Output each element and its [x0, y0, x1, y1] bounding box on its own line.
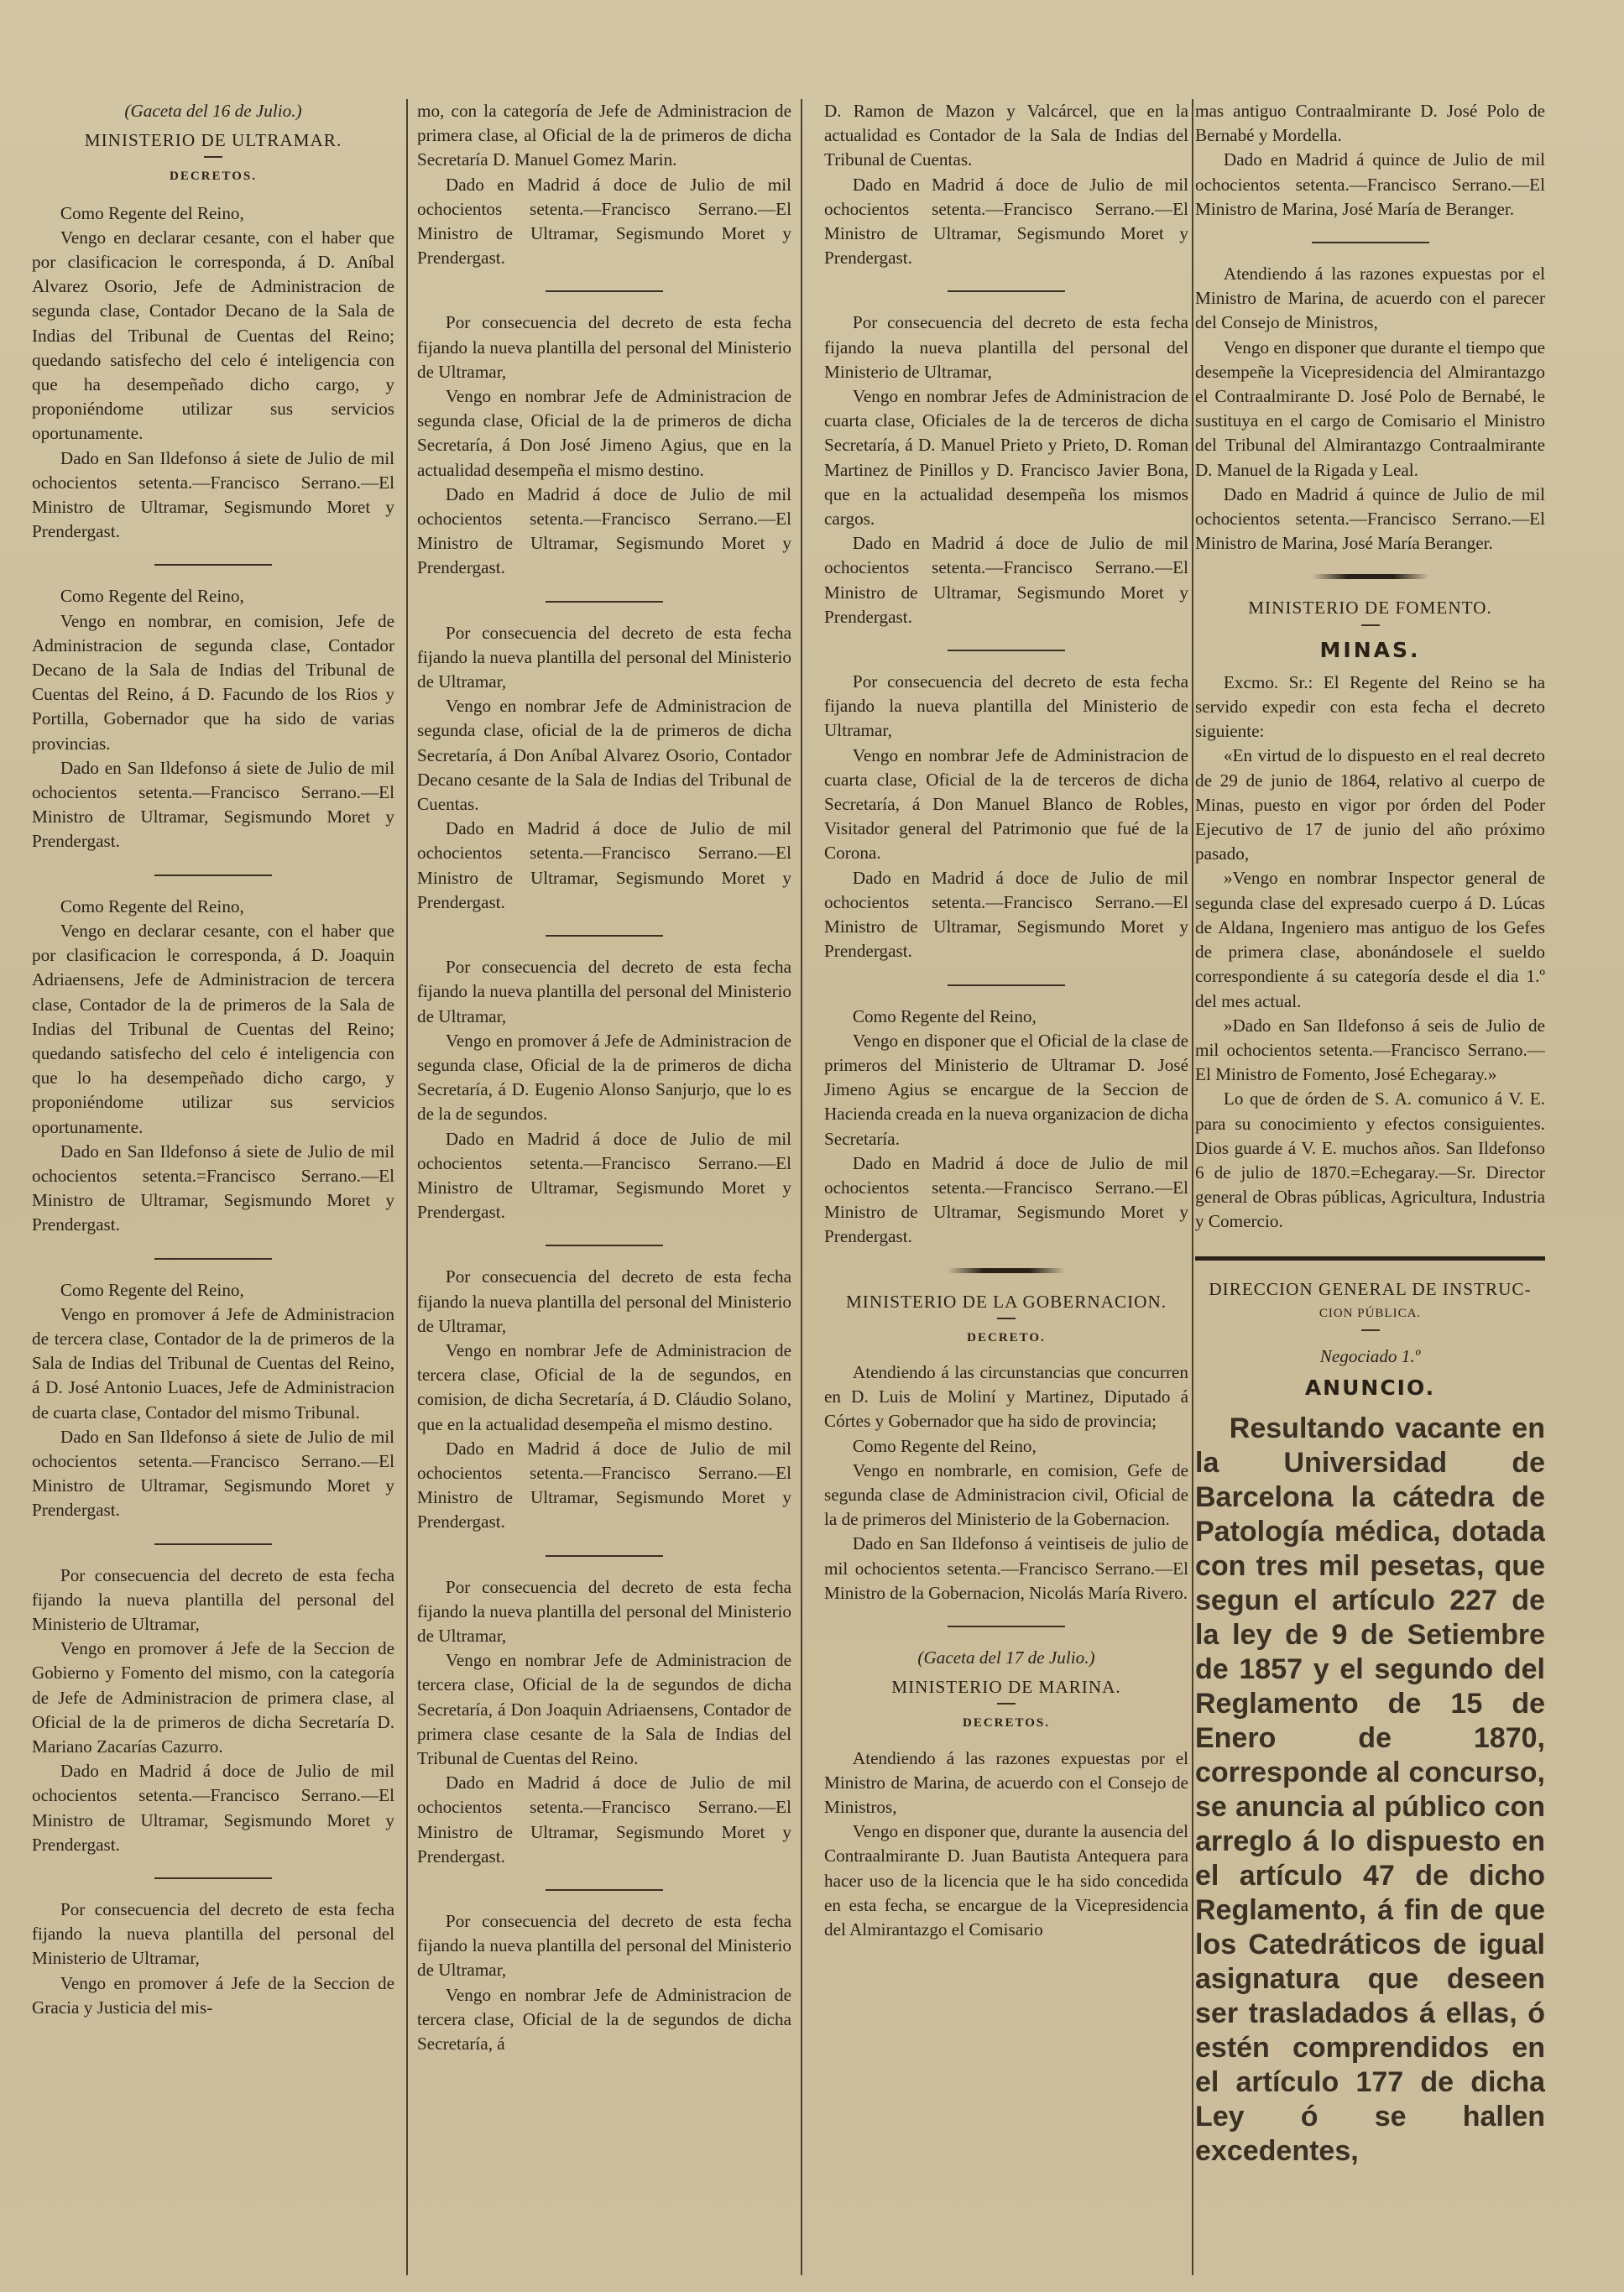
column-4 — [1195, 99, 1545, 2275]
decree — [32, 201, 394, 545]
decree-separator — [546, 1555, 663, 1557]
decree-separator — [546, 601, 663, 603]
decree-signature: Dado en Madrid á doce de Julio de mil ochocientos setenta.—Francisco Serrano.—El Ministro de Ultramar, Segismundo Moret y Prendergast. — [824, 533, 1188, 627]
decree-signature: Dado en Madrid á doce de Julio de mil ochocientos setenta.—Francisco Serrano.—El Ministro de Ultramar, Segismundo Moret y Prendergast. — [824, 174, 1188, 269]
ministry-heading: MINISTERIO DE MARINA. — [891, 1677, 1121, 1698]
decree-signature: Dado en Madrid á doce de Julio de mil ochocientos setenta.—Francisco Serrano.—El Ministro de Ultramar, Segismundo Moret y Prendergast. — [417, 483, 791, 578]
decree — [32, 1278, 394, 1523]
decree — [32, 1564, 394, 1857]
decree-paragraph: Vengo en nombrar Jefe de Administracion de cuarta clase, Oficial de la de terceros de dicha Secretaría, á Don Manuel Blanco de Robles, Visitador general del Patrimonio que fué de la Corona. — [824, 744, 1188, 864]
announcement-text: Resultando vacante en la Universidad de Barcelona la cátedra de Patología médica, dotada con tres mil pesetas, que segun el artículo 227 de la ley de 9 de Setiembre de 1857 y el segundo del Reglamento de 15 de Enero de 1870, corresponde al concurso, se anuncia al público con arreglo á lo dispuesto en el artículo 47 de dicho Reglamento, á fin de que los Catedráticos de igual asignatura que deseen ser trasladados á ellas, ó estén comprendidos en el artículo 177 de dicha Ley ó se hallen excedentes, — [1195, 1412, 1545, 2168]
decree-paragraph: Vengo en nombrar, en comision, Jefe de Administracion de segunda clase, Contador Decano de la Sala de Indias del Tribunal de Cuentas del Reino, á D. Facundo de los Rios y Portilla, Gobernador que ha sido de varias provincias. — [32, 610, 394, 754]
negociado-label: Negociado 1.º — [1319, 1345, 1421, 1366]
decree-signature: Dado en Madrid á doce de Julio de mil ochocientos setenta.—Francisco Serrano.—El Ministro de Ultramar, Segismundo Moret y Prendergast. — [32, 1761, 394, 1855]
decree-paragraph: Como Regente del Reino, — [60, 1279, 244, 1300]
decree — [824, 1005, 1188, 1250]
decree-separator — [154, 1877, 272, 1879]
decree — [417, 1265, 791, 1534]
decree-signature: Dado en San Ildefonso á siete de Julio de mil ochocientos setenta.=Francisco Serrano.—El Ministro de Ultramar, Segismundo Moret y Prendergast. — [32, 1141, 394, 1235]
decree-paragraph: «En virtud de lo dispuesto en el real decreto de 29 de junio de 1864, relativo al cuerpo de Minas, puesto en vigor por órden del Poder Ejecutivo de 17 de junio del año próximo pasado, — [1195, 745, 1545, 864]
decree-paragraph: Por consecuencia del decreto de esta fecha fijando la nueva plantilla del personal del Ministerio de Ultramar, — [417, 312, 791, 382]
ornamental-rule — [948, 1268, 1065, 1273]
decree-paragraph: mo, con la categoría de Jefe de Administracion de primera clase, al Oficial de la de primeros de dicha Secretaría D. Manuel Gomez Marin. — [417, 101, 791, 170]
decree — [1195, 262, 1545, 556]
decree-paragraph: Vengo en nombrar Jefe de Administracion de segunda clase, oficial de la de primeros de dicha Secretaría, á Don Aníbal Alvarez Osorio, Contador Decano cesante de la Sala de Indias del Tribunal de Cuentas. — [417, 696, 791, 815]
decree-paragraph: Por consecuencia del decreto de esta fecha fijando la nueva plantilla del personal del Ministerio de Ultramar, — [417, 957, 791, 1026]
decree-paragraph: Como Regente del Reino, — [60, 895, 244, 916]
divider — [1361, 1329, 1380, 1331]
decree-paragraph: Vengo en disponer que, durante la ausencia del Contraalmirante D. Juan Bautista Antequera para hacer uso de la licencia que le ha sido concedida en esta fecha, se encargue de la Vicepresidencia del Almirantazgo el Comisario — [824, 1821, 1188, 1940]
decree — [417, 1909, 791, 2056]
decree-signature: Dado en Madrid á doce de Julio de mil ochocientos setenta.—Francisco Serrano.—El Ministro de Ultramar, Segismundo Moret y Prendergast. — [417, 818, 791, 912]
decree-signature: Dado en San Ildefonso á siete de Julio de mil ochocientos setenta.—Francisco Serrano.—El Ministro de Ultramar, Segismundo Moret y Prendergast. — [32, 447, 394, 542]
direction-heading-continued: CION PÚBLICA. — [1319, 1306, 1422, 1320]
decree-paragraph: Por consecuencia del decreto de esta fecha fijando la nueva plantilla del personal del Ministerio de Ultramar, — [417, 1576, 791, 1646]
decree — [417, 955, 791, 1224]
decree-signature: Dado en San Ildefonso á siete de Julio de mil ochocientos setenta.—Francisco Serrano.—El Ministro de Ultramar, Segismundo Moret y Prendergast. — [32, 757, 394, 852]
gaceta-date-heading: (Gaceta del 17 de Julio.) — [917, 1647, 1095, 1668]
decree-paragraph: Vengo en nombrar Jefe de Administracion de tercera clase, Oficial de la de segundos de dicha Secretaría, á — [417, 1984, 791, 2054]
section-subheading: DECRETOS. — [962, 1716, 1050, 1731]
decree-paragraph: Como Regente del Reino, — [60, 586, 244, 607]
decree-signature: Dado en Madrid á quince de Julio de mil ochocientos setenta.—Francisco Serrano.—El Ministro de Marina, José María de Beranger. — [1195, 149, 1545, 219]
decree-paragraph: Vengo en nombrar Jefe de Administracion de tercera clase, Oficial de la de segundos, en comision, de dicha Secretaría, á D. Cláudio Solano, que en la actualidad desempeña el mismo destino. — [417, 1339, 791, 1434]
decree-separator — [546, 935, 663, 937]
column-rule — [406, 99, 408, 2275]
decree-paragraph: Vengo en promover á Jefe de la Seccion de Gracia y Justicia del mis- — [32, 1972, 394, 2018]
section-subheading: DECRETO. — [967, 1330, 1046, 1344]
column-rule — [801, 99, 802, 2275]
decree — [824, 1746, 1188, 1943]
decree — [417, 621, 791, 915]
column-2 — [417, 99, 791, 2275]
divider — [997, 1703, 1016, 1705]
decree-paragraph: Por consecuencia del decreto de esta fecha fijando la nueva plantilla del personal del Ministerio de Ultramar, — [824, 312, 1188, 382]
decree — [1195, 671, 1545, 1235]
column-1 — [32, 99, 394, 2275]
divider — [997, 1318, 1016, 1319]
decree — [417, 99, 791, 270]
direction-heading: DIRECCION GENERAL DE INSTRUC- — [1209, 1278, 1532, 1299]
section-subheading: DECRETOS. — [169, 170, 257, 184]
decree — [417, 1575, 791, 1869]
ministry-heading: MINISTERIO DE ULTRAMAR. — [84, 130, 342, 151]
decree-paragraph: mas antiguo Contraalmirante D. José Polo de Bernabé y Mordella. — [1195, 101, 1545, 146]
decree-separator — [154, 1258, 272, 1260]
decree-signature: Dado en San Ildefonso á siete de Julio de mil ochocientos setenta.—Francisco Serrano.—El Ministro de Ultramar, Segismundo Moret y Prendergast. — [32, 1426, 394, 1521]
decree-paragraph: Como Regente del Reino, — [60, 202, 244, 223]
decree-paragraph: Vengo en nombrarle, en comision, Gefe de segunda clase de Administracion civil, Oficial de la de primeros del Ministerio de la Gobernacion. — [824, 1459, 1188, 1530]
decree-paragraph: Como Regente del Reino, — [852, 1005, 1037, 1026]
decree-signature: Dado en Madrid á quince de Julio de mil ochocientos setenta.—Francisco Serrano.—El Ministro de Marina, José María Beranger. — [1195, 483, 1545, 554]
decree-separator — [154, 1543, 272, 1545]
decree-paragraph: Vengo en disponer que durante el tiempo que desempeñe la Vicepresidencia del Almirantazgo el Contraalmirante D. José Polo de Bernabé, le sustituya en el cargo de Comisario el Ministro del Tribunal del Almirantazgo Contraalmirante D. Manuel de la Rigada y Leal. — [1195, 337, 1545, 480]
decree-paragraph: Lo que de órden de S. A. comunico á V. E. para su conocimiento y efectos consiguientes. Dios guarde á V. E. muchos años. San Ildefonso 6 de julio de 1870.=Echegaray.—Sr. Director general de Obras públicas, Agricultura, Industria y Comercio. — [1195, 1089, 1545, 1232]
decree-signature: Dado en Madrid á doce de Julio de mil ochocientos setenta.—Francisco Serrano.—El Ministro de Ultramar, Segismundo Moret y Prendergast. — [417, 1438, 791, 1532]
gaceta-date-heading: (Gaceta del 16 de Julio.) — [124, 101, 302, 121]
decree-paragraph: »Vengo en nombrar Inspector general de segunda clase del expresado cuerpo á D. Lúcas de Aldana, Ingeniero mas antiguo de los Gefes de primera clase, abonándosele el sueldo correspondiente á su categoría desde el dia 1.º del mes actual. — [1195, 868, 1545, 1011]
decree-signature: Dado en Madrid á doce de Julio de mil ochocientos setenta.—Francisco Serrano.—El Ministro de Ultramar, Segismundo Moret y Prendergast. — [824, 867, 1188, 962]
decree-paragraph: Vengo en nombrar Jefes de Administracion de cuarta clase, Oficiales de la de terceros de dicha Secretaría, á D. Manuel Prieto y Prieto, D. Roman Martinez de Pinillos y D. Francisco Javier Bona, que en la actualidad desempeña los mismos cargos. — [824, 386, 1188, 530]
decree — [32, 584, 394, 854]
decree-paragraph: Vengo en promover á Jefe de la Seccion de Gobierno y Fomento del mismo, con la categoría de Jefe de Administracion de primera clase, al Oficial de la de primeros de dicha Secretaría D. Mariano Zacarías Cazurro. — [32, 1638, 394, 1757]
decree — [824, 311, 1188, 629]
decree-signature: Dado en San Ildefonso á veintiseis de julio de mil ochocientos setenta.—Francisco Serrano.—El Ministro de la Gobernacion, Nicolás María Rivero. — [824, 1533, 1188, 1603]
decree-paragraph: Por consecuencia del decreto de esta fecha fijando la nueva plantilla del personal del Ministerio de Ultramar, — [417, 1911, 791, 1981]
decree-paragraph: Vengo en promover á Jefe de Administracion de tercera clase, Contador de la de primeros de la Sala de Indias del Tribunal de Cuentas del Reino, á D. José Antonio Luaces, Jefe de Administracion de cuarta clase, Contador del mismo Tribunal. — [32, 1303, 394, 1423]
decree — [32, 1898, 394, 2020]
decree-separator — [948, 984, 1065, 986]
decree-separator — [154, 875, 272, 876]
decree-paragraph: Atendiendo á las circunstancias que concurren en D. Luis de Moliní y Martinez, Diputado á Córtes y Gobernador que ha sido de provincia; — [824, 1361, 1188, 1432]
decree — [417, 311, 791, 580]
decree-paragraph: Vengo en disponer que el Oficial de la clase de primeros del Ministerio de Ultramar D. José Jimeno Agius se encargue de la Seccion de Hacienda creada en la nueva organizacion de dicha Secretaría. — [824, 1030, 1188, 1149]
decree-separator — [546, 1245, 663, 1246]
decree-paragraph: Por consecuencia del decreto de esta fecha fijando la nueva plantilla del personal del Ministerio de Ultramar, — [417, 622, 791, 692]
decree-signature: Dado en Madrid á doce de Julio de mil ochocientos setenta.—Francisco Serrano.—El Ministro de Ultramar, Segismundo Moret y Prendergast. — [417, 174, 791, 269]
decree-paragraph: Vengo en promover á Jefe de Administracion de segunda clase, Oficial de la de primeros de dicha Secretaría, á D. Eugenio Alonso Sanjurjo, que lo es de la de segundos. — [417, 1030, 791, 1125]
column-rule — [1192, 99, 1193, 2275]
divider — [204, 156, 222, 158]
column-3 — [824, 99, 1188, 2275]
decree-paragraph: Vengo en nombrar Jefe de Administracion de tercera clase, Oficial de la de segundos de dicha Secretaría, á Don Joaquin Adriaensens, Contador de primera clase cesante de la Sala de Indias del Tribunal de Cuentas del Reino. — [417, 1650, 791, 1768]
decree — [1195, 99, 1545, 222]
announcement-heading: ANUNCIO. — [1304, 1376, 1436, 1401]
decree-paragraph: Por consecuencia del decreto de esta fecha fijando la nueva plantilla del Ministerio de Ultramar, — [824, 671, 1188, 741]
decree-paragraph: D. Ramon de Mazon y Valcárcel, que en la actualidad es Contador de la Sala de Indias del Tribunal de Cuentas. — [824, 101, 1188, 170]
divider — [1361, 624, 1380, 626]
ministry-heading: MINISTERIO DE FOMENTO. — [1248, 598, 1492, 619]
decree-paragraph: Como Regente del Reino, — [852, 1435, 1037, 1456]
decree-separator — [948, 1626, 1065, 1627]
decree-paragraph: Atendiendo á las razones expuestas por el Ministro de Marina, de acuerdo con el Consejo de Ministros, — [824, 1747, 1188, 1817]
decree-paragraph: Vengo en declarar cesante, con el haber que por clasificacion le corresponda, á D. Aníbal Alvarez Osorio, Jefe de Administracion de segunda clase, Contador Decano de la Sala de Indias del Tribunal de Cuentas del Reino; quedando satisfecho del celo é inteligencia con que ha desempeñado dicho cargo, y proponiéndome utilizar sus servicios oportunamente. — [32, 227, 394, 444]
decree-separator — [546, 290, 663, 292]
decree-separator — [1312, 242, 1429, 243]
decree-separator — [948, 650, 1065, 651]
section-heading: MINAS. — [1319, 637, 1421, 662]
decree-paragraph: Por consecuencia del decreto de esta fecha fijando la nueva plantilla del personal del Ministerio de Ultramar, — [32, 1899, 394, 1969]
decree-paragraph: Atendiendo á las razones expuestas por el Ministro de Marina, de acuerdo con el parecer del Consejo de Ministros, — [1195, 264, 1545, 333]
decree-paragraph: Vengo en declarar cesante, con el haber que por clasificacion le corresponda, á D. Joaquin Adriaensens, Jefe de Administracion de tercera clase, Contador de la de primeros de la Sala de Indias del Tribunal de Cuentas del Reino; quedando satisfecho del celo é inteligencia con que lo ha desempeñado dicho cargo, y proponiéndome utilizar sus servicios oportunamente. — [32, 920, 394, 1137]
decree-separator — [546, 1889, 663, 1891]
decree-signature: Dado en Madrid á doce de Julio de mil ochocientos setenta.—Francisco Serrano.—El Ministro de Ultramar, Segismundo Moret y Prendergast. — [824, 1152, 1188, 1247]
decree — [824, 99, 1188, 270]
decree-separator — [154, 564, 272, 566]
decree — [32, 895, 394, 1238]
decree-signature: Dado en Madrid á doce de Julio de mil ochocientos setenta.—Francisco Serrano.—El Ministro de Ultramar, Segismundo Moret y Prendergast. — [417, 1773, 791, 1866]
ornamental-rule — [1312, 574, 1429, 579]
decree-paragraph: Vengo en nombrar Jefe de Administracion de segunda clase, Oficial de la de primeros de dicha Secretaría, á Don José Jimeno Agius, que en la actualidad desempeña el mismo destino. — [417, 386, 791, 480]
decree-paragraph: Por consecuencia del decreto de esta fecha fijando la nueva plantilla del personal del Ministerio de Ultramar, — [417, 1266, 791, 1336]
decree-paragraph: Excmo. Sr.: El Regente del Reino se ha servido expedir con esta fecha el decreto siguiente: — [1195, 671, 1545, 742]
decree-separator — [948, 290, 1065, 292]
ministry-heading: MINISTERIO DE LA GOBERNACION. — [845, 1291, 1167, 1312]
decree-paragraph: »Dado en San Ildefonso á seis de Julio de mil ochocientos setenta.—Francisco Serrano.—El Ministro de Fomento, José Echegaray.» — [1195, 1015, 1545, 1085]
decree-signature: Dado en Madrid á doce de Julio de mil ochocientos setenta.—Francisco Serrano.—El Ministro de Ultramar, Segismundo Moret y Prendergast. — [417, 1128, 791, 1223]
decree — [824, 670, 1188, 963]
section-rule — [1195, 1256, 1545, 1261]
decree-paragraph: Por consecuencia del decreto de esta fecha fijando la nueva plantilla del personal del Ministerio de Ultramar, — [32, 1564, 394, 1634]
decree — [824, 1360, 1188, 1605]
